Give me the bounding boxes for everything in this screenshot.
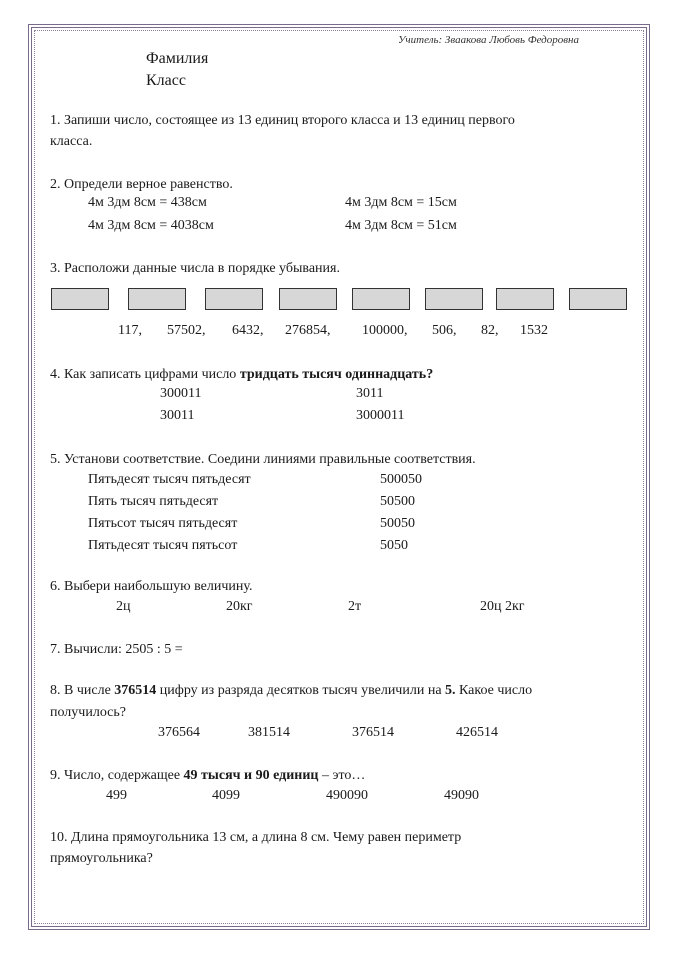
q7-text: 7. Вычисли: 2505 : 5 = xyxy=(50,642,183,657)
q8-number-bold: 376514 xyxy=(114,683,157,698)
q9-title xyxy=(50,768,365,784)
q9-bold: 49 тысяч и 90 единиц xyxy=(183,768,319,783)
q6-option: 20кг xyxy=(226,599,253,614)
q8-option: 426514 xyxy=(456,725,498,740)
q2-title: 2. Определи верное равенство. xyxy=(50,177,233,192)
q6-title: 6. Выбери наибольшую величину. xyxy=(50,579,253,594)
q6-option: 2ц xyxy=(116,599,131,614)
q9-option: 4099 xyxy=(212,788,240,803)
q8-text-b: цифру из разряда десятков тысяч увеличили на xyxy=(159,683,442,698)
q9-option: 49090 xyxy=(444,788,479,803)
q5-number: 5050 xyxy=(380,538,408,553)
q8-option: 376514 xyxy=(352,725,394,740)
q2-option: 4м 3дм 8см = 51см xyxy=(345,218,457,233)
q2-option: 4м 3дм 8см = 15см xyxy=(345,195,457,210)
q4-title-prefix: 4. Как записать цифрами число xyxy=(50,367,237,382)
answer-box[interactable] xyxy=(279,288,337,310)
q8-option: 381514 xyxy=(248,725,290,740)
q8-line1 xyxy=(50,683,532,699)
q3-number: 506, xyxy=(432,323,457,338)
answer-box[interactable] xyxy=(496,288,554,310)
q6-option: 2т xyxy=(348,599,362,614)
q1-text-line1: 1. Запиши число, состоящее из 13 единиц второго класса и 13 единиц первого xyxy=(50,113,515,128)
q3-title: 3. Расположи данные числа в порядке убывания. xyxy=(50,261,340,276)
class-label: Класс xyxy=(146,72,186,89)
q8-text-a: 8. В числе xyxy=(50,683,111,698)
q5-word: Пятьсот тысяч пятьдесят xyxy=(88,516,238,531)
q9-prefix: 9. Число, содержащее xyxy=(50,768,181,783)
answer-box[interactable] xyxy=(425,288,483,310)
q8-option: 376564 xyxy=(158,725,200,740)
answer-box[interactable] xyxy=(205,288,263,310)
answer-box[interactable] xyxy=(51,288,109,310)
surname-label: Фамилия xyxy=(146,50,209,67)
q5-word: Пятьдесят тысяч пятьсот xyxy=(88,538,238,553)
q1-text-line2: класса. xyxy=(50,134,93,149)
q3-number: 1532 xyxy=(520,323,548,338)
q5-title: 5. Установи соответствие. Соедини линиями правильные соответствия. xyxy=(50,452,476,467)
q9-option: 499 xyxy=(106,788,127,803)
q3-number: 100000, xyxy=(362,323,408,338)
q5-number: 50050 xyxy=(380,516,415,531)
q4-option: 3000011 xyxy=(356,408,405,423)
q5-word: Пятьдесят тысяч пятьдесят xyxy=(88,472,251,487)
q8-line2: получилось? xyxy=(50,705,126,720)
q5-number: 500050 xyxy=(380,472,422,487)
q8-text-c: Какое число xyxy=(459,683,533,698)
answer-box[interactable] xyxy=(569,288,627,310)
q10-line2: прямоугольника? xyxy=(50,851,153,866)
q3-number: 276854, xyxy=(285,323,331,338)
q5-word: Пять тысяч пятьдесят xyxy=(88,494,219,509)
q9-option: 490090 xyxy=(326,788,368,803)
q3-number: 57502, xyxy=(167,323,206,338)
q3-number: 6432, xyxy=(232,323,264,338)
teacher-name: Учитель: Зваакова Любовь Федоровна xyxy=(398,34,579,46)
q9-suffix: – это… xyxy=(321,768,366,783)
q3-number: 82, xyxy=(481,323,499,338)
q4-option: 3011 xyxy=(356,386,384,401)
q8-digit-bold: 5. xyxy=(445,683,456,698)
answer-box[interactable] xyxy=(352,288,410,310)
q2-option: 4м 3дм 8см = 4038см xyxy=(88,218,214,233)
q4-option: 30011 xyxy=(160,408,195,423)
q3-number: 117, xyxy=(118,323,142,338)
q2-option: 4м 3дм 8см = 438см xyxy=(88,195,207,210)
q6-option: 20ц 2кг xyxy=(480,599,525,614)
q4-title-bold: тридцать тысяч одиннадцать? xyxy=(239,367,434,382)
q4-title xyxy=(50,367,433,383)
q10-line1: 10. Длина прямоугольника 13 см, а длина 8 см. Чему равен периметр xyxy=(50,830,462,845)
q4-option: 300011 xyxy=(160,386,202,401)
answer-box[interactable] xyxy=(128,288,186,310)
q5-number: 50500 xyxy=(380,494,415,509)
